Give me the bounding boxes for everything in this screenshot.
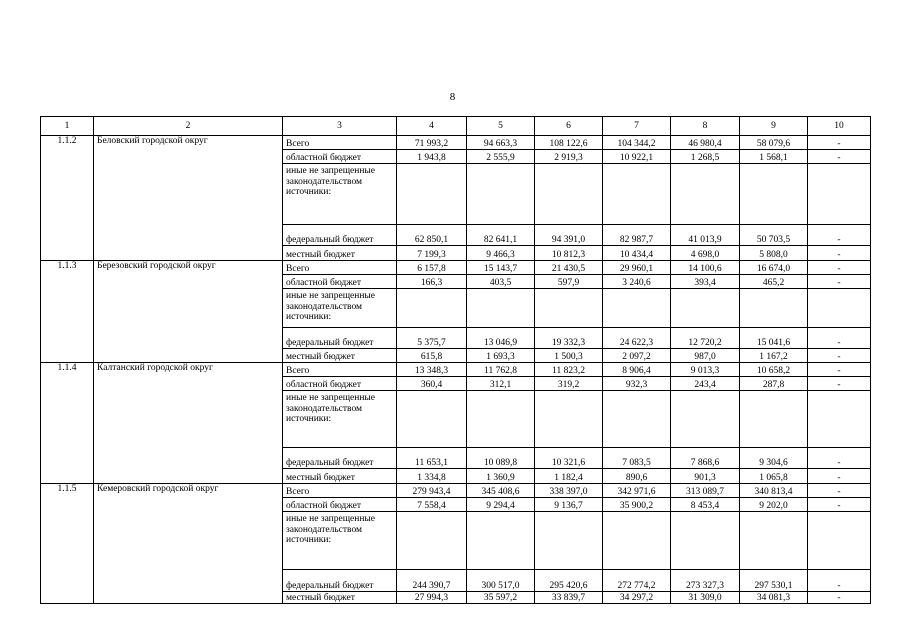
- page-number: 8: [449, 91, 456, 103]
- value-cell: [671, 391, 740, 448]
- value-cell: 300 517,0: [467, 570, 535, 592]
- value-cell-col10: -: [808, 592, 871, 604]
- value-cell: [603, 289, 671, 328]
- value-cell: 50 703,5: [740, 225, 808, 246]
- funding-source: областной бюджет: [283, 377, 397, 391]
- value-cell: 13 348,3: [397, 363, 467, 377]
- value-cell: 15 041,6: [740, 328, 808, 349]
- value-cell: 29 960,1: [603, 261, 671, 275]
- value-cell: 5 375,7: [397, 328, 467, 349]
- item-code: 1.1.5: [41, 484, 94, 604]
- column-header: 5: [467, 117, 535, 136]
- value-cell: [603, 512, 671, 570]
- value-cell: 71 993,2: [397, 136, 467, 150]
- item-code: 1.1.4: [41, 363, 94, 484]
- value-cell-col10: -: [808, 275, 871, 289]
- value-cell: 58 079,6: [740, 136, 808, 150]
- value-cell-col10: -: [808, 261, 871, 275]
- value-cell: 1 268,5: [671, 150, 740, 164]
- value-cell: [603, 164, 671, 225]
- value-cell: 7 199,3: [397, 246, 467, 261]
- column-header: 6: [535, 117, 603, 136]
- value-cell: 8 453,4: [671, 498, 740, 512]
- table-row: [41, 363, 871, 377]
- value-cell: 9 202,0: [740, 498, 808, 512]
- value-cell-col10: -: [808, 225, 871, 246]
- value-cell: 31 309,0: [671, 592, 740, 604]
- value-cell: 7 868,6: [671, 448, 740, 469]
- column-header: 2: [94, 117, 283, 136]
- value-cell: 987,0: [671, 349, 740, 363]
- value-cell: 297 530,1: [740, 570, 808, 592]
- value-cell: 15 143,7: [467, 261, 535, 275]
- value-cell: 9 466,3: [467, 246, 535, 261]
- value-cell: 2 555,9: [467, 150, 535, 164]
- value-cell: 1 500,3: [535, 349, 603, 363]
- municipality-name: Калтанский городской округ: [94, 363, 283, 484]
- item-code: 1.1.2: [41, 136, 94, 261]
- value-cell: 1 943,8: [397, 150, 467, 164]
- value-cell: 393,4: [671, 275, 740, 289]
- value-cell: 287,8: [740, 377, 808, 391]
- funding-source: иные не запрещенные законодательством источники:: [283, 391, 397, 448]
- value-cell: 12 720,2: [671, 328, 740, 349]
- value-cell: 10 812,3: [535, 246, 603, 261]
- value-cell: 9 304,6: [740, 448, 808, 469]
- table-row: [41, 261, 871, 275]
- funding-source: федеральный бюджет: [283, 328, 397, 349]
- value-cell: 33 839,7: [535, 592, 603, 604]
- value-cell: 9 136,7: [535, 498, 603, 512]
- value-cell: 342 971,6: [603, 484, 671, 498]
- value-cell: 46 980,4: [671, 136, 740, 150]
- funding-source: местный бюджет: [283, 349, 397, 363]
- value-cell: [397, 512, 467, 570]
- value-cell: [397, 289, 467, 328]
- value-cell: 9 294,4: [467, 498, 535, 512]
- municipality-name: Березовский городской округ: [94, 261, 283, 363]
- value-cell: 94 391,0: [535, 225, 603, 246]
- value-cell: 34 081,3: [740, 592, 808, 604]
- value-cell: [740, 164, 808, 225]
- funding-source: Всего: [283, 363, 397, 377]
- value-cell: 360,4: [397, 377, 467, 391]
- value-cell: 272 774,2: [603, 570, 671, 592]
- value-cell: [467, 164, 535, 225]
- value-cell: [671, 164, 740, 225]
- value-cell: [397, 391, 467, 448]
- value-cell: 35 900,2: [603, 498, 671, 512]
- column-header: 7: [603, 117, 671, 136]
- funding-source: местный бюджет: [283, 592, 397, 604]
- value-cell: 313 089,7: [671, 484, 740, 498]
- value-cell: [740, 289, 808, 328]
- value-cell: 19 332,3: [535, 328, 603, 349]
- value-cell: 11 653,1: [397, 448, 467, 469]
- value-cell: 243,4: [671, 377, 740, 391]
- value-cell: [671, 512, 740, 570]
- value-cell: 34 297,2: [603, 592, 671, 604]
- funding-source: местный бюджет: [283, 469, 397, 484]
- value-cell: 7 558,4: [397, 498, 467, 512]
- value-cell: 6 157,8: [397, 261, 467, 275]
- value-cell: 319,2: [535, 377, 603, 391]
- table-row: [41, 484, 871, 498]
- value-cell: 108 122,6: [535, 136, 603, 150]
- value-cell: [740, 512, 808, 570]
- value-cell: 1 065,8: [740, 469, 808, 484]
- value-cell-col10: -: [808, 377, 871, 391]
- funding-source: федеральный бюджет: [283, 225, 397, 246]
- value-cell: [535, 164, 603, 225]
- value-cell-col10: -: [808, 363, 871, 377]
- value-cell-col10: -: [808, 246, 871, 261]
- value-cell: 340 813,4: [740, 484, 808, 498]
- value-cell: [740, 391, 808, 448]
- value-cell: 24 622,3: [603, 328, 671, 349]
- value-cell: 1 334,8: [397, 469, 467, 484]
- value-cell-col10: -: [808, 349, 871, 363]
- value-cell-col10: -: [808, 328, 871, 349]
- value-cell: 345 408,6: [467, 484, 535, 498]
- value-cell: 10 089,8: [467, 448, 535, 469]
- value-cell: 94 663,3: [467, 136, 535, 150]
- funding-source: Всего: [283, 484, 397, 498]
- value-cell: 890,6: [603, 469, 671, 484]
- value-cell: [535, 512, 603, 570]
- value-cell-col10: [808, 164, 871, 225]
- value-cell-col10: [808, 289, 871, 328]
- value-cell: 1 360,9: [467, 469, 535, 484]
- value-cell: [671, 289, 740, 328]
- municipality-name: Беловский городской округ: [94, 136, 283, 261]
- value-cell: 3 240,6: [603, 275, 671, 289]
- value-cell-col10: -: [808, 484, 871, 498]
- value-cell: 21 430,5: [535, 261, 603, 275]
- value-cell: [467, 512, 535, 570]
- column-header: 3: [283, 117, 397, 136]
- value-cell: 901,3: [671, 469, 740, 484]
- funding-source: иные не запрещенные законодательством источники:: [283, 512, 397, 570]
- budget-table: [40, 116, 871, 604]
- value-cell: 166,3: [397, 275, 467, 289]
- value-cell: 2 097,2: [603, 349, 671, 363]
- value-cell: 4 698,0: [671, 246, 740, 261]
- value-cell: 295 420,6: [535, 570, 603, 592]
- column-header: 10: [808, 117, 871, 136]
- value-cell: 9 013,3: [671, 363, 740, 377]
- value-cell: 104 344,2: [603, 136, 671, 150]
- value-cell: 10 922,1: [603, 150, 671, 164]
- value-cell: 465,2: [740, 275, 808, 289]
- value-cell-col10: -: [808, 498, 871, 512]
- value-cell: 615,8: [397, 349, 467, 363]
- funding-source: федеральный бюджет: [283, 570, 397, 592]
- value-cell: [397, 164, 467, 225]
- funding-source: Всего: [283, 261, 397, 275]
- value-cell: 11 762,8: [467, 363, 535, 377]
- funding-source: иные не запрещенные законодательством источники:: [283, 289, 397, 328]
- value-cell-col10: -: [808, 570, 871, 592]
- column-header: 8: [671, 117, 740, 136]
- municipality-name: Кемеровский городской округ: [94, 484, 283, 604]
- value-cell: 597,9: [535, 275, 603, 289]
- table-row: [41, 136, 871, 150]
- value-cell: 1 693,3: [467, 349, 535, 363]
- value-cell: 1 182,4: [535, 469, 603, 484]
- value-cell: 1 167,2: [740, 349, 808, 363]
- value-cell: 10 321,6: [535, 448, 603, 469]
- value-cell: 35 597,2: [467, 592, 535, 604]
- value-cell: 10 658,2: [740, 363, 808, 377]
- column-header: 4: [397, 117, 467, 136]
- value-cell-col10: -: [808, 150, 871, 164]
- column-header: 9: [740, 117, 808, 136]
- value-cell: [603, 391, 671, 448]
- funding-source: Всего: [283, 136, 397, 150]
- column-header: 1: [41, 117, 94, 136]
- value-cell: 14 100,6: [671, 261, 740, 275]
- value-cell-col10: [808, 512, 871, 570]
- funding-source: местный бюджет: [283, 246, 397, 261]
- value-cell: 932,3: [603, 377, 671, 391]
- value-cell: 338 397,0: [535, 484, 603, 498]
- value-cell: [467, 289, 535, 328]
- value-cell: [467, 391, 535, 448]
- value-cell: 82 641,1: [467, 225, 535, 246]
- funding-source: областной бюджет: [283, 498, 397, 512]
- value-cell: 41 013,9: [671, 225, 740, 246]
- funding-source: областной бюджет: [283, 275, 397, 289]
- header-row: [41, 117, 871, 136]
- value-cell: 244 390,7: [397, 570, 467, 592]
- value-cell-col10: -: [808, 469, 871, 484]
- value-cell: 62 850,1: [397, 225, 467, 246]
- value-cell: 7 083,5: [603, 448, 671, 469]
- value-cell: 312,1: [467, 377, 535, 391]
- funding-source: иные не запрещенные законодательством источники:: [283, 164, 397, 225]
- value-cell: 10 434,4: [603, 246, 671, 261]
- value-cell-col10: -: [808, 136, 871, 150]
- value-cell: 13 046,9: [467, 328, 535, 349]
- value-cell-col10: [808, 391, 871, 448]
- value-cell: 8 906,4: [603, 363, 671, 377]
- value-cell: [535, 289, 603, 328]
- value-cell: 11 823,2: [535, 363, 603, 377]
- value-cell: [535, 391, 603, 448]
- value-cell: 279 943,4: [397, 484, 467, 498]
- value-cell: 27 994,3: [397, 592, 467, 604]
- item-code: 1.1.3: [41, 261, 94, 363]
- funding-source: федеральный бюджет: [283, 448, 397, 469]
- value-cell: 273 327,3: [671, 570, 740, 592]
- value-cell: 2 919,3: [535, 150, 603, 164]
- funding-source: областной бюджет: [283, 150, 397, 164]
- value-cell: 1 568,1: [740, 150, 808, 164]
- value-cell-col10: -: [808, 448, 871, 469]
- value-cell: 5 808,0: [740, 246, 808, 261]
- value-cell: 16 674,0: [740, 261, 808, 275]
- value-cell: 82 987,7: [603, 225, 671, 246]
- value-cell: 403,5: [467, 275, 535, 289]
